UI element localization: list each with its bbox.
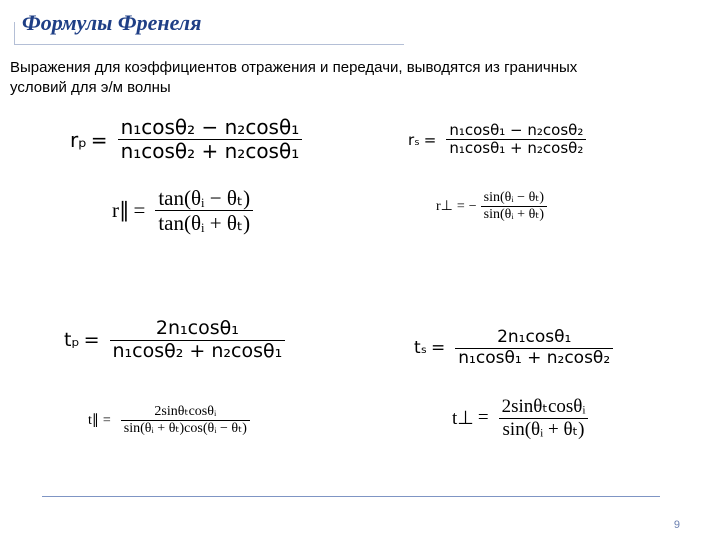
formula-ts-lhs: tₛ [414, 338, 428, 359]
formula-t-perp-denominator: sin(θᵢ + θₜ) [502, 418, 585, 440]
formula-ts [414, 328, 613, 368]
formula-ts-numerator: 2n₁cosθ₁ [497, 327, 572, 347]
formula-t-perp [452, 396, 588, 441]
formula-r-perp-lhs: r⊥ [436, 199, 453, 215]
formula-rs [408, 122, 586, 158]
formula-rp-numerator: n₁cosθ₂ − n₂cosθ₁ [120, 115, 300, 139]
formula-ts-fraction [455, 328, 613, 368]
formula-t-perp-equals: = [477, 407, 489, 429]
intro-text: Выражения для коэффициентов отражения и передачи, выводятся из граничных условий для э/м волны [10, 59, 578, 96]
formula-r-perp-sign: − [468, 198, 477, 214]
formula-tp-fraction [110, 318, 286, 363]
formula-r-perp [436, 190, 547, 223]
formula-t-parallel-denominator: sin(θᵢ + θₜ)cos(θᵢ − θₜ) [123, 421, 247, 437]
page-number: 9 [673, 519, 680, 531]
formula-tp-numerator: 2n₁cosθ₁ [155, 317, 239, 339]
formula-rp-fraction [118, 116, 303, 163]
formula-rs-denominator: n₁cosθ₁ + n₂cosθ₂ [449, 139, 584, 158]
formula-rs-equals: = [423, 130, 437, 149]
formula-t-parallel-fraction [121, 404, 250, 437]
formula-rs-numerator: n₁cosθ₁ − n₂cosθ₂ [449, 121, 584, 139]
formula-rs-lhs: rₛ [408, 130, 420, 149]
formula-r-parallel-denominator: tan(θᵢ + θₜ) [158, 211, 251, 236]
formula-t-parallel [88, 404, 250, 437]
formula-tp-denominator: n₁cosθ₂ + n₂cosθ₁ [112, 339, 283, 362]
formula-tp-equals: = [83, 329, 100, 352]
formula-r-perp-denominator: sin(θᵢ + θₜ) [483, 207, 545, 223]
formula-r-perp-fraction [481, 190, 547, 223]
formula-rp [70, 116, 302, 163]
footer-divider [42, 496, 660, 497]
formula-tp-lhs: tₚ [64, 329, 80, 352]
formula-r-parallel [112, 186, 253, 235]
formula-t-perp-numerator: 2sinθₜcosθᵢ [501, 396, 586, 417]
formula-r-perp-equals: = [456, 198, 465, 214]
formula-r-perp-numerator: sin(θᵢ − θₜ) [483, 190, 545, 205]
slide-title: Формулы Френеля [22, 10, 202, 35]
formula-t-perp-lhs: t⊥ [452, 407, 474, 429]
formula-rp-equals: = [90, 127, 108, 152]
title-divider-vertical [14, 22, 15, 44]
formula-t-parallel-lhs: t∥ [88, 413, 99, 429]
formula-rp-denominator: n₁cosθ₂ + n₂cosθ₁ [120, 139, 300, 163]
formula-t-parallel-equals: = [102, 412, 111, 428]
title-divider [14, 44, 404, 45]
formula-r-parallel-numerator: tan(θᵢ − θₜ) [158, 186, 251, 210]
formula-rs-fraction [446, 122, 586, 158]
formula-r-parallel-lhs: r∥ [112, 198, 130, 223]
formula-t-parallel-numerator: 2sinθₜcosθᵢ [154, 404, 217, 419]
formula-tp [64, 318, 285, 363]
formula-rp-lhs: rₚ [70, 127, 87, 152]
formula-ts-equals: = [431, 338, 446, 359]
formula-ts-denominator: n₁cosθ₁ + n₂cosθ₂ [458, 347, 611, 368]
formula-t-perp-fraction [499, 396, 589, 441]
formula-r-parallel-equals: = [133, 198, 146, 223]
formula-r-parallel-fraction [155, 186, 253, 235]
